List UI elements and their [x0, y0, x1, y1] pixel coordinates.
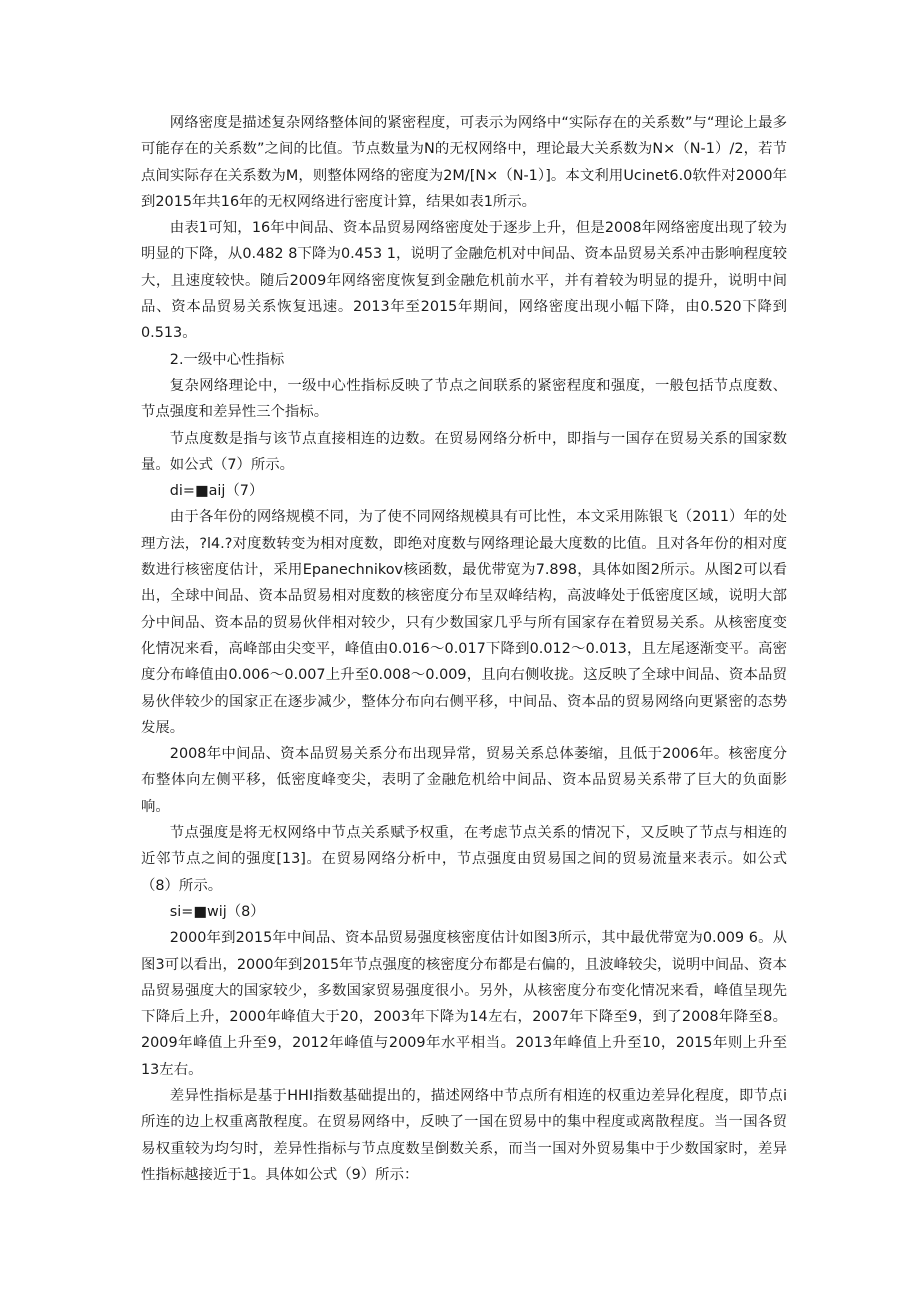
paragraph-disparity-index: 差异性指标是基于HHI指数基础提出的，描述网络中节点所有相连的权重边差异化程度，即节点i所连的边上权重离散程度。在贸易网络中，反映了一国在贸易中的集中程度或离散程度。当一国各贸易权重较为均匀时，差异性指标与节点度数呈倒数关系，而当一国对外贸易集中于少数国家时，差异性指标越接近于1。具体如公式（9）所示： [141, 1087, 787, 1183]
paragraph-node-degree: 节点度数是指与该节点直接相连的边数。在贸易网络分析中，即指与一国存在贸易关系的国家数量。如公式（7）所示。 [141, 430, 787, 473]
paragraph-node-strength: 节点强度是将无权网络中节点关系赋予权重，在考虑节点关系的情况下，又反映了节点与相连的近邻节点之间的强度[13]。在贸易网络分析中，节点强度由贸易国之间的贸易流量来表示。如公式（8）所示。 [141, 825, 787, 894]
paragraph-network-density-definition: 网络密度是描述复杂网络整体间的紧密程度，可表示为网络中“实际存在的关系数”与“理论上最多可能存在的关系数”之间的比值。节点数量为N的无权网络中，理论最大关系数为N×（N-1）/2，若节点间实际存在关系数为M，则整体网络的密度为2M/[N×（N-1）]。本文利用Ucinet6.0软件对2000年到2015年共16年的无权网络进行密度计算，结果如表1所示。 [141, 115, 787, 210]
document-body [141, 110, 787, 1188]
paragraph-2008-anomaly: 2008年中间品、资本品贸易关系分布出现异常，贸易关系总体萎缩，且低于2006年。核密度分布整体向左侧平移，低密度峰变尖，表明了金融危机给中间品、资本品贸易关系带了巨大的负面影响。 [141, 746, 787, 815]
section-heading-centrality: 2.一级中心性指标 [169, 351, 285, 368]
paragraph-relative-degree: 由于各年份的网络规模不同，为了使不同网络规模具有可比性，本文采用陈银飞（2011）年的处理方法，?l4.?对度数转变为相对度数，即绝对度数与网络理论最大度数的比值。且对各年份的相对度数进行核密度估计，采用Epanechnikov核函数，最优带宽为7.898，具体如图2所示。从图2可以看出，全球中间品、资本品贸易相对度数的核密度分布呈双峰结构，高波峰处于低密度区域，说明大部分中间品、资本品的贸易伙伴相对较少，只有少数国家几乎与所有国家存在着贸易关系。从核密度变化情况来看，高峰部由尖变平，峰值由0.016～0.017下降到0.012～0.013，且左尾逐渐变平。高密度分布峰值由0.006～0.007上升至0.008～0.009，且向右侧收拢。这反映了全球中间品、资本品贸易伙伴较少的国家正在逐步减少，整体分布向右侧平移，中间品、资本品的贸易网络向更紧密的态势发展。 [141, 509, 787, 736]
formula-7: di=■aij（7） [169, 483, 264, 500]
paragraph-density-trend: 由表1可知，16年中间品、资本品贸易网络密度处于逐步上升，但是2008年网络密度出现了较为明显的下降，从0.482 8下降为0.453 1，说明了金融危机对中间品、资本品贸易关系冲击影响程度较大，且速度较快。随后2009年网络密度恢复到金融危机前水平，并有着较为明显的提升，说明中间品、资本品贸易关系恢复迅速。2013年至2015年期间，网络密度出现小幅下降，由0.520下降到0.513。 [141, 220, 787, 342]
paragraph-centrality-intro: 复杂网络理论中，一级中心性指标反映了节点之间联系的紧密程度和强度，一般包括节点度数、节点强度和差异性三个指标。 [141, 377, 787, 421]
formula-8: si=■wij（8） [169, 903, 265, 920]
paragraph-strength-kde: 2000年到2015年中间品、资本品贸易强度核密度估计如图3所示，其中最优带宽为0.009 6。从图3可以看出，2000年到2015年节点强度的核密度分布都是右偏的，且波峰较尖，说明中间品、资本品贸易强度大的国家较少，多数国家贸易强度很小。另外，从核密度分布变化情况来看，峰值呈现先下降后上升，2000年峰值大于20，2003年下降为14左右，2007年下降至9，到了2008年降至8。2009年峰值上升至9，2012年峰值与2009年水平相当。2013年峰值上升至10，2015年则上升至13左右。 [141, 930, 787, 1078]
